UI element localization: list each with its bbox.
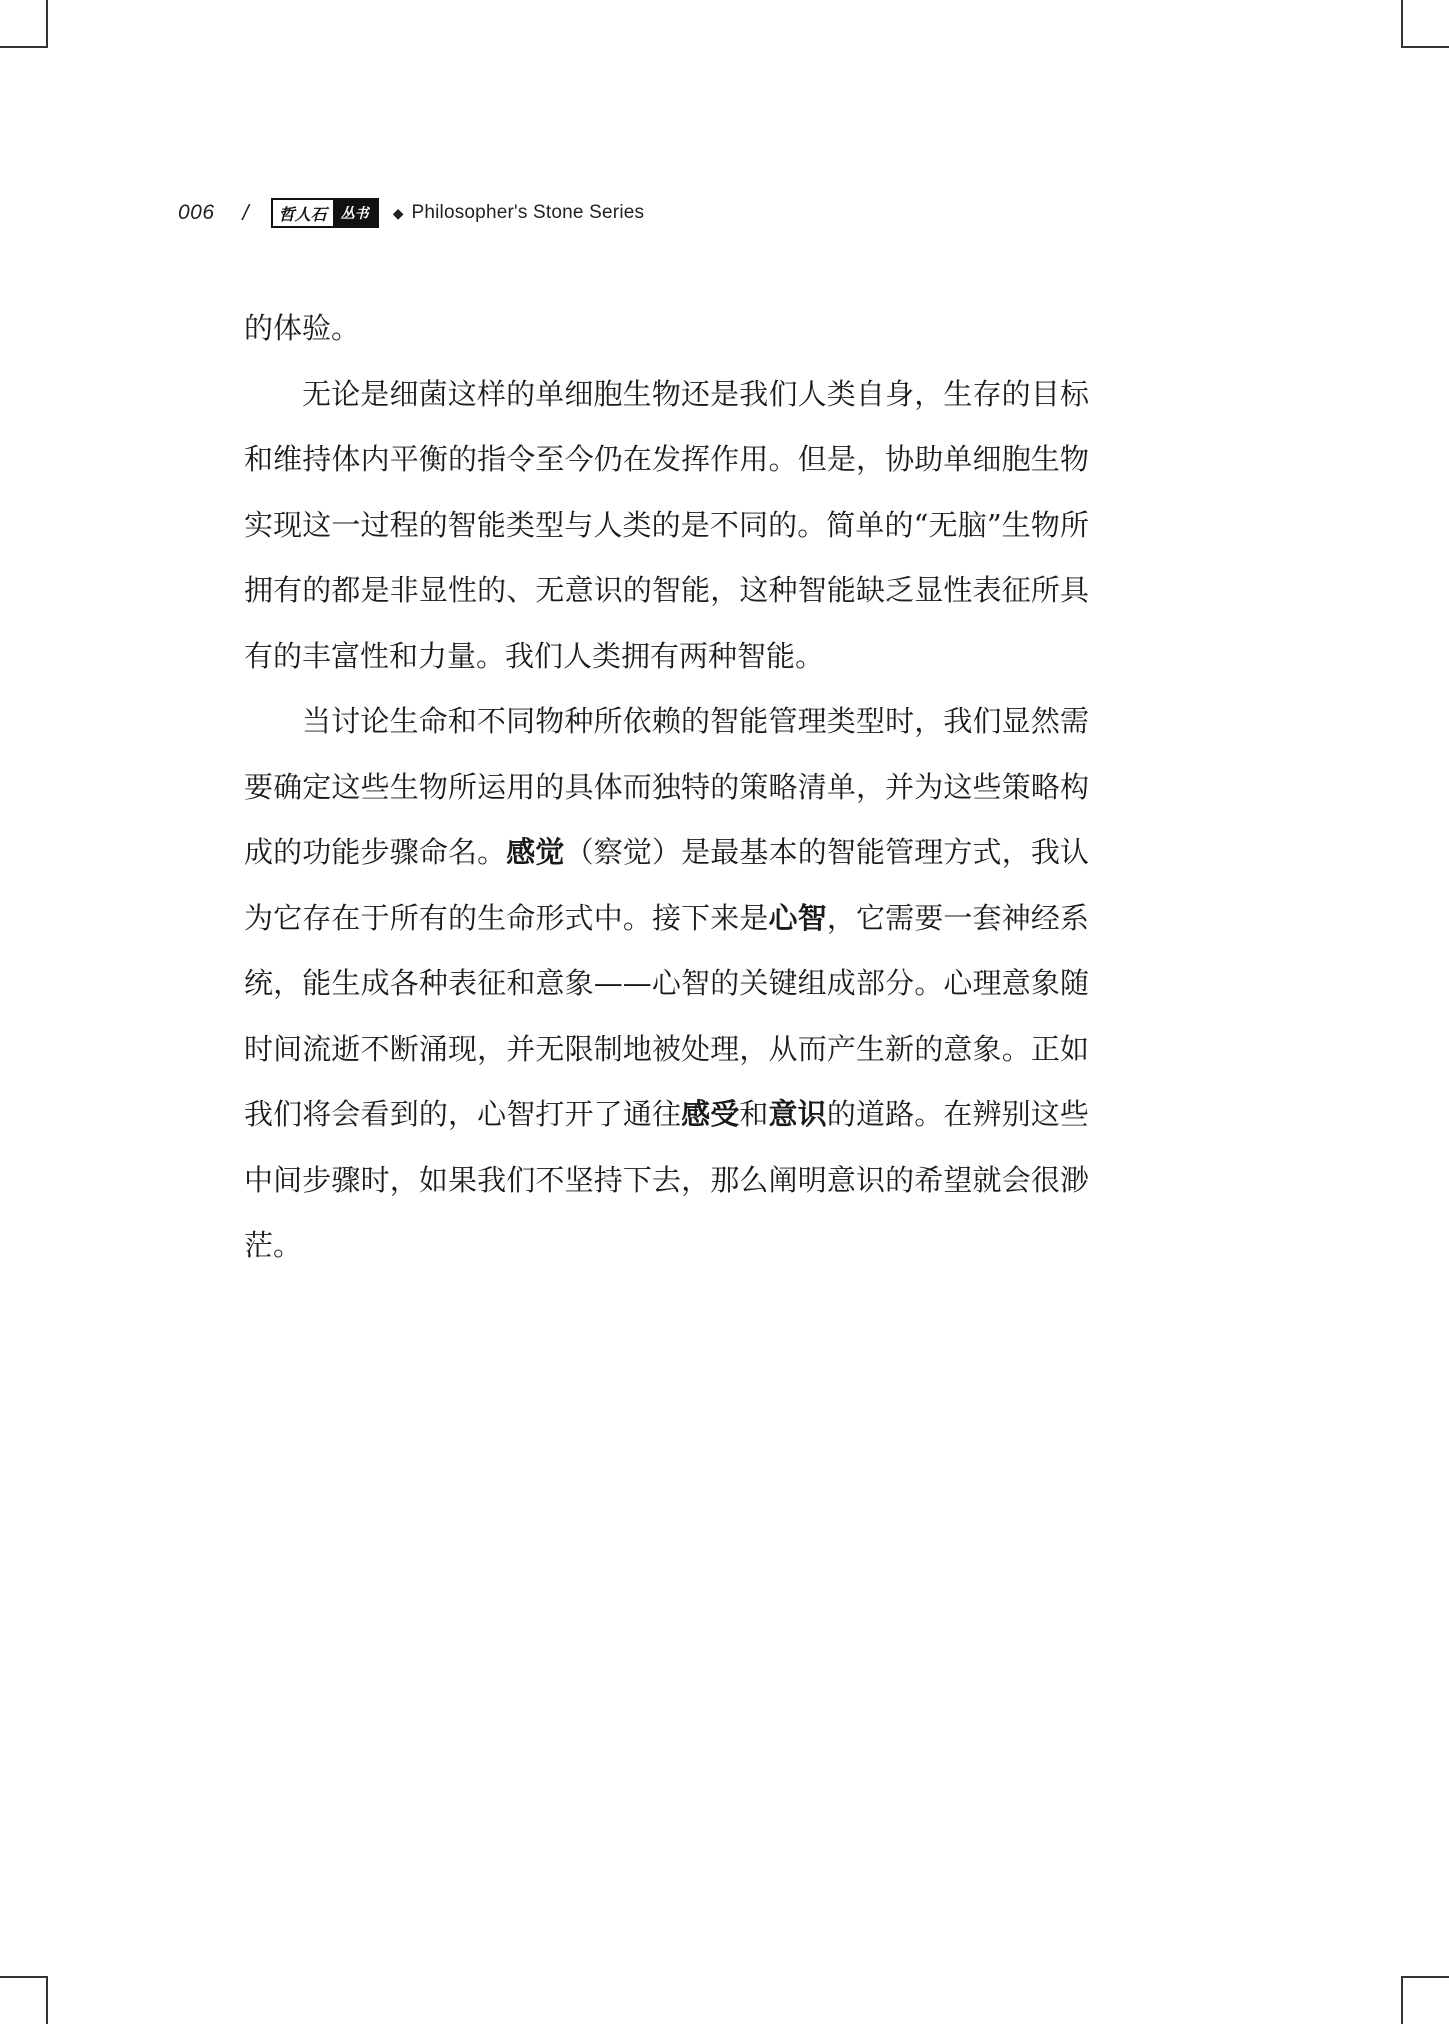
paragraph-text: 的体验。 — [244, 311, 361, 345]
crop-mark-bottom-right — [1401, 1976, 1449, 2024]
paragraph-1 — [244, 296, 1089, 362]
series-logo — [271, 198, 379, 228]
crop-mark-top-right — [1401, 0, 1449, 48]
emphasis-term: 心智 — [768, 900, 827, 935]
paragraph-text: 无论是细菌这样的单细胞生物还是我们人类自身，生存的目标和维持体内平衡的指令至今仍在发挥作用。但是，协助单细胞生物实现这一过程的智能类型与人类的是不同的。简单的“无脑”生物所拥有的都是非显性的、无意识的智能，这种智能缺乏显性表征所具有的丰富性和力量。我们人类拥有两种智能。 — [244, 376, 1089, 673]
series-logo-right: 丛书 — [333, 200, 377, 226]
paragraph-2 — [244, 362, 1089, 690]
running-head — [178, 196, 644, 230]
header-separator: / — [242, 200, 249, 225]
emphasis-term: 感觉 — [506, 835, 565, 869]
series-logo-left: 哲人石 — [273, 200, 333, 226]
diamond-icon: ◆ — [392, 204, 404, 221]
crop-mark-top-left — [0, 0, 48, 48]
paragraph-3 — [244, 689, 1089, 1279]
emphasis-term: 意识 — [768, 1097, 827, 1131]
series-name: Philosopher's Stone Series — [411, 202, 645, 223]
emphasis-term: 感受 — [681, 1097, 740, 1131]
paragraph-text: ，它需要一套神经系统，能生成各种表征和意象——心智的关键组成部分。心理意象随时间流逝不断涌现，并无限制地被处理，从而产生新的意象。正如我们将会看到的，心智打开了通往 — [244, 900, 1089, 1131]
paragraph-text: 的道路。在辨别这些中间步骤时，如果我们不坚持下去，那么阐明意识的希望就会很渺茫。 — [244, 1097, 1089, 1262]
paragraph-text: （察觉）是最基本的智能管理方式，我认为它存在于所有的生命形式中。接下来是 — [244, 835, 1089, 935]
paragraph-text: 当讨论生命和不同物种所依赖的智能管理类型时，我们显然需要确定这些生物所运用的具体而独特的策略清单，并为这些策略构成的功能步骤命名。 — [244, 704, 1089, 869]
body-text — [244, 296, 1089, 1279]
crop-mark-bottom-left — [0, 1976, 48, 2024]
paragraph-text: 和 — [739, 1097, 769, 1131]
page-number: 006 — [178, 201, 215, 224]
